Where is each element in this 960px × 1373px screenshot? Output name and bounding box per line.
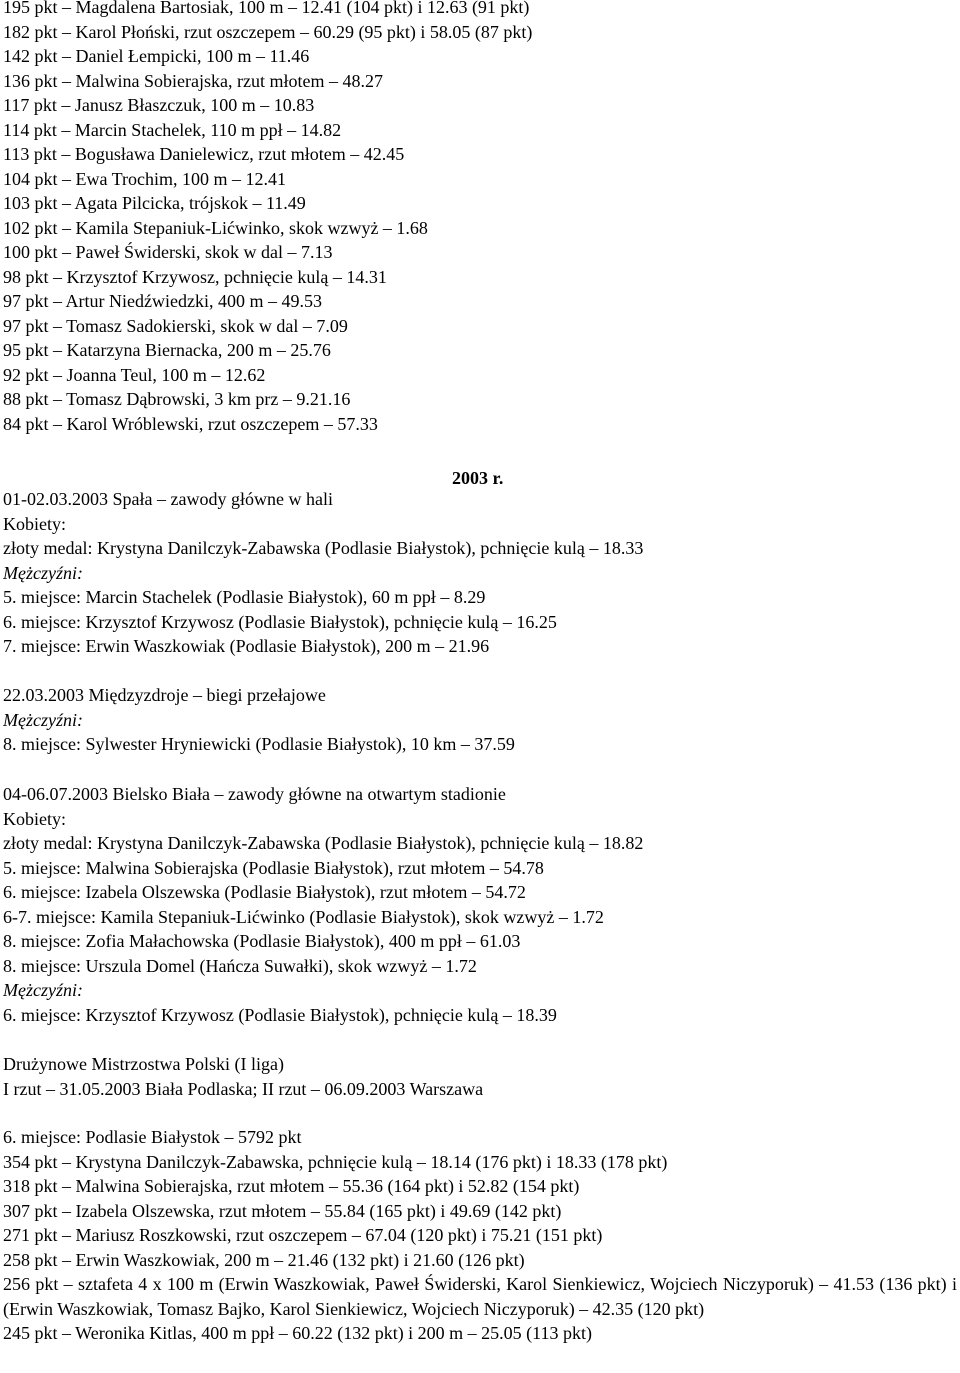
list-item-relay: 256 pkt – sztafeta 4 x 100 m (Erwin Waszkowiak, Paweł Świderski, Karol Sienkiewicz, Wojciech Niczyporuk) – 41.53 (136 pkt) i (Erwin Waszkowiak, Tomasz Bajko, Karol Sienkiewicz, Wojciech Niczyporuk) – 42.35 (120 pkt) [3,1274,957,1319]
list-item: 88 pkt – Tomasz Dąbrowski, 3 km prz – 9.21.16 [3,389,351,409]
list-item: 100 pkt – Paweł Świderski, skok w dal – 7.13 [3,242,333,262]
section-title: Drużynowe Mistrzostwa Polski (I liga) [3,1054,284,1074]
result-item: 8. miejsce: Urszula Domel (Hańcza Suwałki), skok wzwyż – 1.72 [3,955,477,976]
list-item: 98 pkt – Krzysztof Krzywosz, pchnięcie kulą – 14.31 [3,266,387,287]
men-label: Mężczyźni: [3,980,83,1000]
year-heading: 2003 r. [452,468,504,488]
list-item: 114 pkt – Marcin Stachelek, 110 m ppł – 14.82 [3,119,342,140]
team-championships [3,1052,957,1101]
list-item: 97 pkt – Tomasz Sadokierski, skok w dal – 7.09 [3,315,348,336]
list-item: 103 pkt – Agata Pilcicka, trójskok – 11.49 [3,193,306,213]
team-results [3,1125,957,1346]
event-miedzyzdroje [3,683,957,757]
result-item: 6. miejsce: Izabela Olszewska (Podlasie Białystok), rzut młotem – 54.72 [3,882,526,902]
list-item: 92 pkt – Joanna Teul, 100 m – 12.62 [3,364,266,385]
result-item: złoty medal: Krystyna Danilczyk-Zabawska (Podlasie Białystok), pchnięcie kulą – 18.33 [3,538,644,558]
women-label: Kobiety: [3,808,66,829]
event-bielsko-biala [3,782,957,1027]
result-item: 7. miejsce: Erwin Waszkowiak (Podlasie Białystok), 200 m – 21.96 [3,636,490,656]
list-item: 95 pkt – Katarzyna Biernacka, 200 m – 25.76 [3,340,331,360]
list-item: 195 pkt – Magdalena Bartosiak, 100 m – 12.41 (104 pkt) i 12.63 (91 pkt) [3,0,530,17]
event-title: 01-02.03.2003 Spała – zawody główne w hali [3,489,333,509]
men-label: Mężczyźni: [3,709,83,730]
list-item: 117 pkt – Janusz Błaszczuk, 100 m – 10.83 [3,95,315,115]
list-item: 142 pkt – Daniel Łempicki, 100 m – 11.46 [3,46,310,66]
result-item: 8. miejsce: Zofia Małachowska (Podlasie Białystok), 400 m ppł – 61.03 [3,931,521,951]
list-item: 182 pkt – Karol Płoński, rzut oszczepem – 60.29 (95 pkt) i 58.05 (87 pkt) [3,21,533,42]
women-label: Kobiety: [3,513,66,534]
result-item: 5. miejsce: Malwina Sobierajska (Podlasie Białystok), rzut młotem – 54.78 [3,857,544,878]
team-place: 6. miejsce: Podlasie Białystok – 5792 pkt [3,1127,302,1147]
points-list-top [3,0,957,436]
list-item: 354 pkt – Krystyna Danilczyk-Zabawska, pchnięcie kulą – 18.14 (176 pkt) i 18.33 (178 pkt) [3,1151,668,1172]
result-item: 8. miejsce: Sylwester Hryniewicki (Podlasie Białystok), 10 km – 37.59 [3,734,515,754]
list-item: 102 pkt – Kamila Stepaniuk-Lićwinko, skok wzwyż – 1.68 [3,217,428,238]
list-item: 271 pkt – Mariusz Roszkowski, rzut oszczepem – 67.04 (120 pkt) i 75.21 (151 pkt) [3,1225,603,1245]
list-item: 245 pkt – Weronika Kitlas, 400 m ppł – 60.22 (132 pkt) i 200 m – 25.05 (113 pkt) [3,1323,593,1343]
result-item: złoty medal: Krystyna Danilczyk-Zabawska (Podlasie Białystok), pchnięcie kulą – 18.82 [3,833,644,853]
men-label: Mężczyźni: [3,562,83,583]
list-item: 307 pkt – Izabela Olszewska, rzut młotem – 55.84 (165 pkt) i 49.69 (142 pkt) [3,1200,562,1221]
list-item: 104 pkt – Ewa Trochim, 100 m – 12.41 [3,168,287,189]
list-item: 136 pkt – Malwina Sobierajska, rzut młotem – 48.27 [3,70,383,91]
list-item: 318 pkt – Malwina Sobierajska, rzut młotem – 55.36 (164 pkt) i 52.82 (154 pkt) [3,1176,580,1196]
result-item: 6-7. miejsce: Kamila Stepaniuk-Lićwinko (Podlasie Białystok), skok wzwyż – 1.72 [3,906,604,927]
result-item: 5. miejsce: Marcin Stachelek (Podlasie Białystok), 60 m ppł – 8.29 [3,587,486,607]
list-item: 258 pkt – Erwin Waszkowiak, 200 m – 21.46 (132 pkt) i 21.60 (126 pkt) [3,1249,525,1270]
event-title: 04-06.07.2003 Bielsko Biała – zawody główne na otwartym stadionie [3,784,506,804]
list-item: 84 pkt – Karol Wróblewski, rzut oszczepem – 57.33 [3,413,378,434]
event-title: 22.03.2003 Międzyzdroje – biegi przełajowe [3,685,326,705]
result-item: 6. miejsce: Krzysztof Krzywosz (Podlasie Białystok), pchnięcie kulą – 18.39 [3,1004,557,1025]
result-item: 6. miejsce: Krzysztof Krzywosz (Podlasie Białystok), pchnięcie kulą – 16.25 [3,611,557,632]
list-item: 97 pkt – Artur Niedźwiedzki, 400 m – 49.53 [3,291,322,311]
rounds-info: I rzut – 31.05.2003 Biała Podlaska; II rzut – 06.09.2003 Warszawa [3,1078,484,1099]
event-spala [3,487,957,659]
list-item: 113 pkt – Bogusława Danielewicz, rzut młotem – 42.45 [3,144,405,164]
